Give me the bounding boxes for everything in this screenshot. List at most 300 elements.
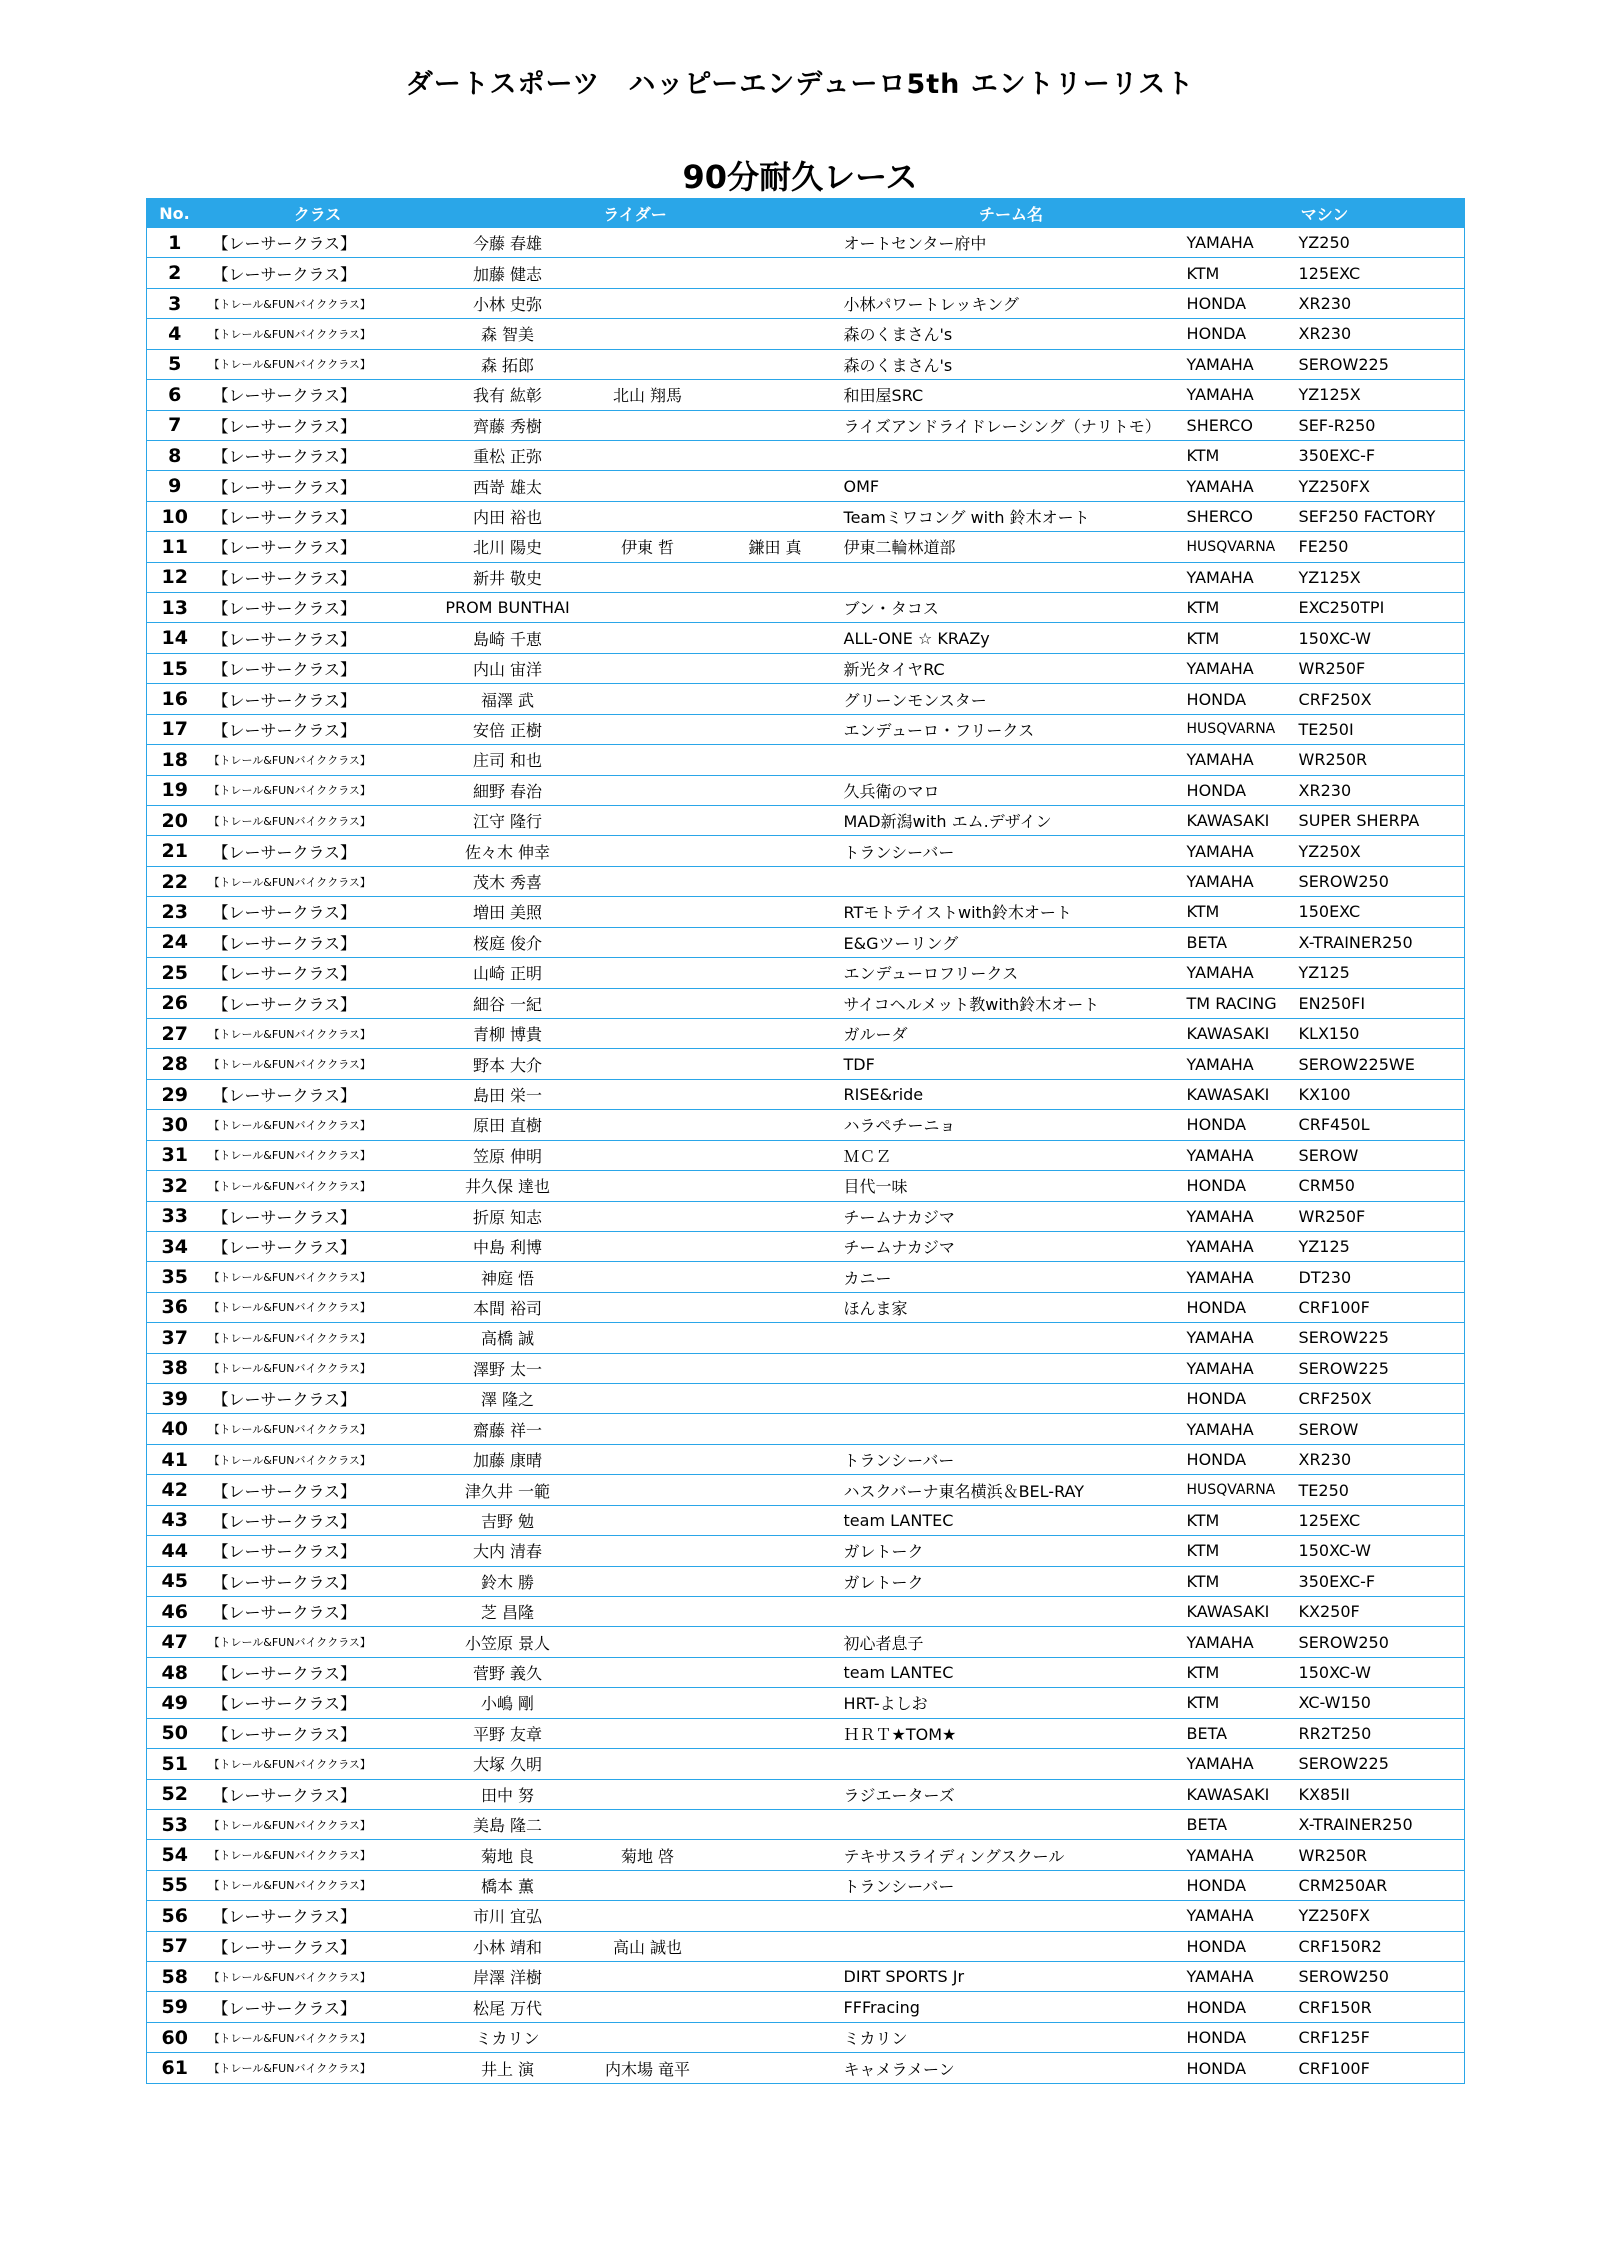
- entry-number: 35: [147, 1262, 203, 1292]
- entry-model: KX100: [1297, 1079, 1465, 1109]
- entry-maker: KTM: [1185, 440, 1297, 470]
- entry-class: 【レーサークラス】: [203, 1992, 433, 2022]
- entry-maker: YAMAHA: [1185, 1323, 1297, 1353]
- entry-maker: HONDA: [1185, 1171, 1297, 1201]
- entry-team: エンデューロフリークス: [838, 958, 1185, 988]
- entry-rider-2: [583, 1596, 713, 1626]
- entry-rider-2: [583, 562, 713, 592]
- entry-rider-3: [713, 1353, 838, 1383]
- entry-maker: YAMAHA: [1185, 958, 1297, 988]
- entry-rider-2: [583, 958, 713, 988]
- entry-rider-3: [713, 1079, 838, 1109]
- entry-class: 【レーサークラス】: [203, 258, 433, 288]
- entry-rider-2: [583, 410, 713, 440]
- table-row: [147, 1079, 1465, 1109]
- entry-rider-3: [713, 593, 838, 623]
- entry-model: SEROW250: [1297, 866, 1465, 896]
- entry-team: ライズアンドライドレーシング（ナリトモ）: [838, 410, 1185, 440]
- entry-class: 【レーサークラス】: [203, 471, 433, 501]
- entry-number: 5: [147, 349, 203, 379]
- entry-maker: HONDA: [1185, 319, 1297, 349]
- entry-model: SEROW225: [1297, 1749, 1465, 1779]
- entry-class: 【レーサークラス】: [203, 1688, 433, 1718]
- entry-rider-3: [713, 1444, 838, 1474]
- entry-team: チームナカジマ: [838, 1231, 1185, 1261]
- entry-rider-3: [713, 1018, 838, 1048]
- entry-rider-3: [713, 1962, 838, 1992]
- entry-team: オートセンター府中: [838, 228, 1185, 258]
- entry-rider-3: [713, 410, 838, 440]
- entry-maker: KAWASAKI: [1185, 806, 1297, 836]
- table-row: [147, 958, 1465, 988]
- entry-number: 61: [147, 2053, 203, 2083]
- table-row: [147, 532, 1465, 562]
- entry-model: CRF100F: [1297, 1292, 1465, 1322]
- entry-class: 【トレール&FUNバイククラス】: [203, 1110, 433, 1140]
- entry-number: 27: [147, 1018, 203, 1048]
- table-row: [147, 653, 1465, 683]
- entry-rider-2: [583, 1171, 713, 1201]
- entry-maker: BETA: [1185, 1809, 1297, 1839]
- entry-rider-2: [583, 988, 713, 1018]
- entry-model: XC-W150: [1297, 1688, 1465, 1718]
- entry-team: Teamミワコング with 鈴木オート: [838, 501, 1185, 531]
- entry-team: RTモトテイストwith鈴木オート: [838, 897, 1185, 927]
- table-row: [147, 1505, 1465, 1535]
- entry-rider-1: 折原 知志: [433, 1201, 583, 1231]
- entry-class: 【レーサークラス】: [203, 1657, 433, 1687]
- entry-rider-2: 内木場 竜平: [583, 2053, 713, 2083]
- entry-maker: YAMAHA: [1185, 1901, 1297, 1931]
- entry-maker: HONDA: [1185, 288, 1297, 318]
- entry-rider-2: [583, 623, 713, 653]
- entry-model: YZ125X: [1297, 380, 1465, 410]
- entry-model: SEROW: [1297, 1140, 1465, 1170]
- entry-maker: KAWASAKI: [1185, 1596, 1297, 1626]
- entry-model: XR230: [1297, 319, 1465, 349]
- table-row: [147, 1901, 1465, 1931]
- table-row: [147, 471, 1465, 501]
- entry-rider-2: [583, 1414, 713, 1444]
- entry-rider-3: [713, 440, 838, 470]
- entry-class: 【トレール&FUNバイククラス】: [203, 745, 433, 775]
- entry-maker: HONDA: [1185, 2053, 1297, 2083]
- entry-rider-1: 西嵜 雄太: [433, 471, 583, 501]
- entry-rider-1: PROM BUNTHAI: [433, 593, 583, 623]
- entry-model: WR250F: [1297, 653, 1465, 683]
- entry-rider-3: [713, 319, 838, 349]
- entry-model: SEROW: [1297, 1414, 1465, 1444]
- entry-rider-1: 野本 大介: [433, 1049, 583, 1079]
- entry-team: 新光タイヤRC: [838, 653, 1185, 683]
- table-row: [147, 349, 1465, 379]
- entry-rider-3: [713, 958, 838, 988]
- entry-number: 40: [147, 1414, 203, 1444]
- entry-rider-3: 鎌田 真: [713, 532, 838, 562]
- entry-rider-3: [713, 1566, 838, 1596]
- entry-model: CRF150R2: [1297, 1931, 1465, 1961]
- entry-class: 【レーサークラス】: [203, 1901, 433, 1931]
- entry-team: トランシーバー: [838, 1444, 1185, 1474]
- entry-rider-3: [713, 1536, 838, 1566]
- entry-model: WR250F: [1297, 1201, 1465, 1231]
- entry-number: 9: [147, 471, 203, 501]
- entry-rider-1: 庄司 和也: [433, 745, 583, 775]
- entry-rider-3: [713, 1231, 838, 1261]
- entry-rider-2: [583, 684, 713, 714]
- entry-team: ガレトーク: [838, 1566, 1185, 1596]
- entry-number: 43: [147, 1505, 203, 1535]
- entry-rider-1: 佐々木 伸幸: [433, 836, 583, 866]
- table-row: [147, 1171, 1465, 1201]
- entry-rider-2: [583, 471, 713, 501]
- table-row: [147, 745, 1465, 775]
- entry-class: 【レーサークラス】: [203, 501, 433, 531]
- entry-team: 和田屋SRC: [838, 380, 1185, 410]
- entry-team: ラジエーターズ: [838, 1779, 1185, 1809]
- entry-maker: YAMAHA: [1185, 1262, 1297, 1292]
- entry-rider-2: [583, 1536, 713, 1566]
- entry-rider-1: 原田 直樹: [433, 1110, 583, 1140]
- entry-model: EN250FI: [1297, 988, 1465, 1018]
- entry-rider-1: 吉野 勉: [433, 1505, 583, 1535]
- entry-number: 22: [147, 866, 203, 896]
- entry-rider-1: 菅野 義久: [433, 1657, 583, 1687]
- entry-model: KLX150: [1297, 1018, 1465, 1048]
- entry-team: [838, 562, 1185, 592]
- entry-model: KX250F: [1297, 1596, 1465, 1626]
- entry-rider-1: 安倍 正樹: [433, 714, 583, 744]
- entry-model: 350EXC-F: [1297, 1566, 1465, 1596]
- entry-team: TDF: [838, 1049, 1185, 1079]
- table-row: [147, 1840, 1465, 1870]
- entry-class: 【レーサークラス】: [203, 1079, 433, 1109]
- entry-rider-1: 鈴木 勝: [433, 1566, 583, 1596]
- entry-rider-2: [583, 1018, 713, 1048]
- entry-rider-1: 平野 友章: [433, 1718, 583, 1748]
- table-row: [147, 410, 1465, 440]
- entry-class: 【レーサークラス】: [203, 714, 433, 744]
- entry-rider-3: [713, 866, 838, 896]
- entry-number: 49: [147, 1688, 203, 1718]
- table-row: [147, 1140, 1465, 1170]
- table-row: [147, 1536, 1465, 1566]
- table-header-row: [147, 199, 1465, 228]
- entry-maker: KTM: [1185, 1505, 1297, 1535]
- entry-class: 【トレール&FUNバイククラス】: [203, 288, 433, 318]
- entry-team: E&Gツーリング: [838, 927, 1185, 957]
- entry-number: 52: [147, 1779, 203, 1809]
- entry-model: CRM50: [1297, 1171, 1465, 1201]
- table-row: [147, 1657, 1465, 1687]
- entry-class: 【レーサークラス】: [203, 593, 433, 623]
- table-row: [147, 1292, 1465, 1322]
- entry-class: 【トレール&FUNバイククラス】: [203, 349, 433, 379]
- entry-team: チームナカジマ: [838, 1201, 1185, 1231]
- entry-rider-3: [713, 927, 838, 957]
- entry-team: [838, 258, 1185, 288]
- entry-number: 36: [147, 1292, 203, 1322]
- entry-rider-2: [583, 1657, 713, 1687]
- entry-rider-2: [583, 1049, 713, 1079]
- entry-number: 50: [147, 1718, 203, 1748]
- table-row: [147, 258, 1465, 288]
- entry-rider-2: [583, 1505, 713, 1535]
- entry-maker: YAMAHA: [1185, 380, 1297, 410]
- entry-rider-3: [713, 228, 838, 258]
- entry-team: テキサスライディングスクール: [838, 1840, 1185, 1870]
- table-row: [147, 1870, 1465, 1900]
- entry-maker: YAMAHA: [1185, 562, 1297, 592]
- table-row: [147, 1749, 1465, 1779]
- entry-team: ハスクバーナ東名横浜＆BEL-RAY: [838, 1475, 1185, 1505]
- table-row: [147, 440, 1465, 470]
- entry-model: 150XC-W: [1297, 623, 1465, 653]
- entry-model: CRF125F: [1297, 2022, 1465, 2052]
- entry-rider-2: [583, 1779, 713, 1809]
- entry-class: 【レーサークラス】: [203, 836, 433, 866]
- entry-number: 44: [147, 1536, 203, 1566]
- entry-class: 【レーサークラス】: [203, 1231, 433, 1261]
- entry-rider-1: 増田 美照: [433, 897, 583, 927]
- entry-rider-3: [713, 775, 838, 805]
- entry-team: [838, 1384, 1185, 1414]
- entry-rider-3: [713, 653, 838, 683]
- entry-rider-2: [583, 1201, 713, 1231]
- table-row: [147, 1414, 1465, 1444]
- entry-maker: BETA: [1185, 1718, 1297, 1748]
- entry-rider-2: [583, 593, 713, 623]
- entry-maker: KTM: [1185, 1536, 1297, 1566]
- entry-model: SEROW250: [1297, 1962, 1465, 1992]
- table-row: [147, 714, 1465, 744]
- entry-maker: HONDA: [1185, 775, 1297, 805]
- entry-rider-3: [713, 1688, 838, 1718]
- entry-rider-3: [713, 714, 838, 744]
- entry-rider-3: [713, 988, 838, 1018]
- entry-team: 久兵衛のマロ: [838, 775, 1185, 805]
- entry-maker: HONDA: [1185, 1384, 1297, 1414]
- entry-maker: YAMAHA: [1185, 1140, 1297, 1170]
- entry-rider-2: 菊地 啓: [583, 1840, 713, 1870]
- entry-maker: YAMAHA: [1185, 228, 1297, 258]
- entry-class: 【レーサークラス】: [203, 1201, 433, 1231]
- entry-maker: YAMAHA: [1185, 1049, 1297, 1079]
- entry-rider-1: 加藤 康晴: [433, 1444, 583, 1474]
- entry-team: FFFracing: [838, 1992, 1185, 2022]
- entry-rider-2: [583, 775, 713, 805]
- table-row: [147, 684, 1465, 714]
- entry-team: ほんま家: [838, 1292, 1185, 1322]
- entry-team: HRT-よしお: [838, 1688, 1185, 1718]
- entry-rider-1: 山崎 正明: [433, 958, 583, 988]
- entry-class: 【トレール&FUNバイククラス】: [203, 1870, 433, 1900]
- entry-class: 【トレール&FUNバイククラス】: [203, 775, 433, 805]
- entry-number: 18: [147, 745, 203, 775]
- table-row: [147, 319, 1465, 349]
- entry-maker: YAMAHA: [1185, 866, 1297, 896]
- entry-model: SUPER SHERPA: [1297, 806, 1465, 836]
- entry-class: 【レーサークラス】: [203, 532, 433, 562]
- entry-team: [838, 1414, 1185, 1444]
- entry-maker: HONDA: [1185, 684, 1297, 714]
- entry-rider-2: [583, 1444, 713, 1474]
- entry-rider-3: [713, 501, 838, 531]
- entry-number: 30: [147, 1110, 203, 1140]
- entry-maker: KTM: [1185, 258, 1297, 288]
- entry-rider-3: [713, 623, 838, 653]
- entry-model: X-TRAINER250: [1297, 1809, 1465, 1839]
- entry-model: 150XC-W: [1297, 1657, 1465, 1687]
- entry-class: 【トレール&FUNバイククラス】: [203, 1749, 433, 1779]
- entry-rider-1: ミカリン: [433, 2022, 583, 2052]
- entry-rider-3: [713, 897, 838, 927]
- entry-rider-1: 井久保 達也: [433, 1171, 583, 1201]
- entry-rider-3: [713, 1475, 838, 1505]
- entry-rider-1: 岸澤 洋樹: [433, 1962, 583, 1992]
- entry-rider-2: [583, 1231, 713, 1261]
- entry-class: 【レーサークラス】: [203, 1566, 433, 1596]
- entry-maker: HUSQVARNA: [1185, 532, 1297, 562]
- entry-rider-1: 小林 史弥: [433, 288, 583, 318]
- entry-class: 【トレール&FUNバイククラス】: [203, 1962, 433, 1992]
- table-row: [147, 1931, 1465, 1961]
- entry-model: RR2T250: [1297, 1718, 1465, 1748]
- entry-model: CRF150R: [1297, 1992, 1465, 2022]
- entry-class: 【レーサークラス】: [203, 1475, 433, 1505]
- entry-model: XR230: [1297, 1444, 1465, 1474]
- entry-rider-3: [713, 1049, 838, 1079]
- entry-team: エンデューロ・フリークス: [838, 714, 1185, 744]
- entry-class: 【レーサークラス】: [203, 1779, 433, 1809]
- entry-class: 【レーサークラス】: [203, 1596, 433, 1626]
- entry-rider-2: [583, 1475, 713, 1505]
- entry-maker: YAMAHA: [1185, 836, 1297, 866]
- entry-rider-2: [583, 1870, 713, 1900]
- entry-team: 森のくまさん's: [838, 319, 1185, 349]
- table-row: [147, 866, 1465, 896]
- entry-rider-1: 島崎 千恵: [433, 623, 583, 653]
- entry-rider-2: [583, 2022, 713, 2052]
- entry-team: ミカリン: [838, 2022, 1185, 2052]
- entry-model: KX85II: [1297, 1779, 1465, 1809]
- entry-maker: KTM: [1185, 593, 1297, 623]
- table-row: [147, 2022, 1465, 2052]
- entry-rider-1: 神庭 悟: [433, 1262, 583, 1292]
- entry-model: XR230: [1297, 288, 1465, 318]
- entry-team: [838, 745, 1185, 775]
- entry-team: team LANTEC: [838, 1505, 1185, 1535]
- entry-maker: KTM: [1185, 623, 1297, 653]
- entry-number: 58: [147, 1962, 203, 1992]
- entry-model: X-TRAINER250: [1297, 927, 1465, 957]
- table-row: [147, 1444, 1465, 1474]
- entry-maker: KAWASAKI: [1185, 1779, 1297, 1809]
- table-row: [147, 562, 1465, 592]
- entry-team: 初心者息子: [838, 1627, 1185, 1657]
- entry-model: SEROW225: [1297, 1323, 1465, 1353]
- entry-rider-1: 森 拓郎: [433, 349, 583, 379]
- entry-rider-3: [713, 1110, 838, 1140]
- table-row: [147, 1688, 1465, 1718]
- entry-rider-1: 小林 靖和: [433, 1931, 583, 1961]
- entry-class: 【レーサークラス】: [203, 988, 433, 1018]
- entry-rider-1: 森 智美: [433, 319, 583, 349]
- entry-maker: YAMAHA: [1185, 349, 1297, 379]
- entry-class: 【トレール&FUNバイククラス】: [203, 1414, 433, 1444]
- entry-class: 【トレール&FUNバイククラス】: [203, 1444, 433, 1474]
- entry-class: 【レーサークラス】: [203, 653, 433, 683]
- entry-team: [838, 440, 1185, 470]
- entry-maker: YAMAHA: [1185, 1627, 1297, 1657]
- entry-rider-3: [713, 471, 838, 501]
- table-row: [147, 1231, 1465, 1261]
- table-row: [147, 806, 1465, 836]
- entry-rider-3: [713, 1323, 838, 1353]
- entry-rider-1: 内山 宙洋: [433, 653, 583, 683]
- entry-model: SEROW225WE: [1297, 1049, 1465, 1079]
- entry-class: 【トレール&FUNバイククラス】: [203, 1140, 433, 1170]
- entry-rider-2: [583, 349, 713, 379]
- entry-number: 26: [147, 988, 203, 1018]
- entry-model: TE250: [1297, 1475, 1465, 1505]
- entry-maker: YAMAHA: [1185, 1840, 1297, 1870]
- entry-model: WR250R: [1297, 1840, 1465, 1870]
- entry-rider-3: [713, 1779, 838, 1809]
- entry-number: 42: [147, 1475, 203, 1505]
- table-row: [147, 288, 1465, 318]
- entry-rider-3: [713, 2022, 838, 2052]
- entry-maker: SHERCO: [1185, 410, 1297, 440]
- entry-class: 【トレール&FUNバイククラス】: [203, 806, 433, 836]
- entry-rider-1: 江守 隆行: [433, 806, 583, 836]
- table-row: [147, 1475, 1465, 1505]
- entry-maker: TM RACING: [1185, 988, 1297, 1018]
- entry-model: YZ250FX: [1297, 471, 1465, 501]
- entry-number: 1: [147, 228, 203, 258]
- entry-team: [838, 1901, 1185, 1931]
- entry-rider-2: [583, 1749, 713, 1779]
- entry-class: 【レーサークラス】: [203, 562, 433, 592]
- entry-class: 【レーサークラス】: [203, 1505, 433, 1535]
- table-row: [147, 623, 1465, 653]
- entry-rider-2: [583, 806, 713, 836]
- entry-number: 21: [147, 836, 203, 866]
- entry-rider-2: [583, 1110, 713, 1140]
- entry-class: 【レーサークラス】: [203, 380, 433, 410]
- entry-rider-2: [583, 1901, 713, 1931]
- entry-rider-2: [583, 1353, 713, 1383]
- entry-rider-1: 齋藤 祥一: [433, 1414, 583, 1444]
- entry-number: 56: [147, 1901, 203, 1931]
- entry-maker: HONDA: [1185, 1110, 1297, 1140]
- entry-rider-2: [583, 1718, 713, 1748]
- entry-rider-1: 細野 春治: [433, 775, 583, 805]
- entry-rider-2: [583, 897, 713, 927]
- entry-rider-1: 青柳 博貴: [433, 1018, 583, 1048]
- entry-rider-3: [713, 1292, 838, 1322]
- entry-rider-1: 澤 隆之: [433, 1384, 583, 1414]
- table-row: [147, 897, 1465, 927]
- entry-class: 【レーサークラス】: [203, 897, 433, 927]
- entry-model: 350EXC-F: [1297, 440, 1465, 470]
- entry-maker: BETA: [1185, 927, 1297, 957]
- entry-maker: YAMAHA: [1185, 471, 1297, 501]
- entry-number: 47: [147, 1627, 203, 1657]
- entry-rider-1: 北川 陽史: [433, 532, 583, 562]
- entry-class: 【レーサークラス】: [203, 927, 433, 957]
- entry-number: 39: [147, 1384, 203, 1414]
